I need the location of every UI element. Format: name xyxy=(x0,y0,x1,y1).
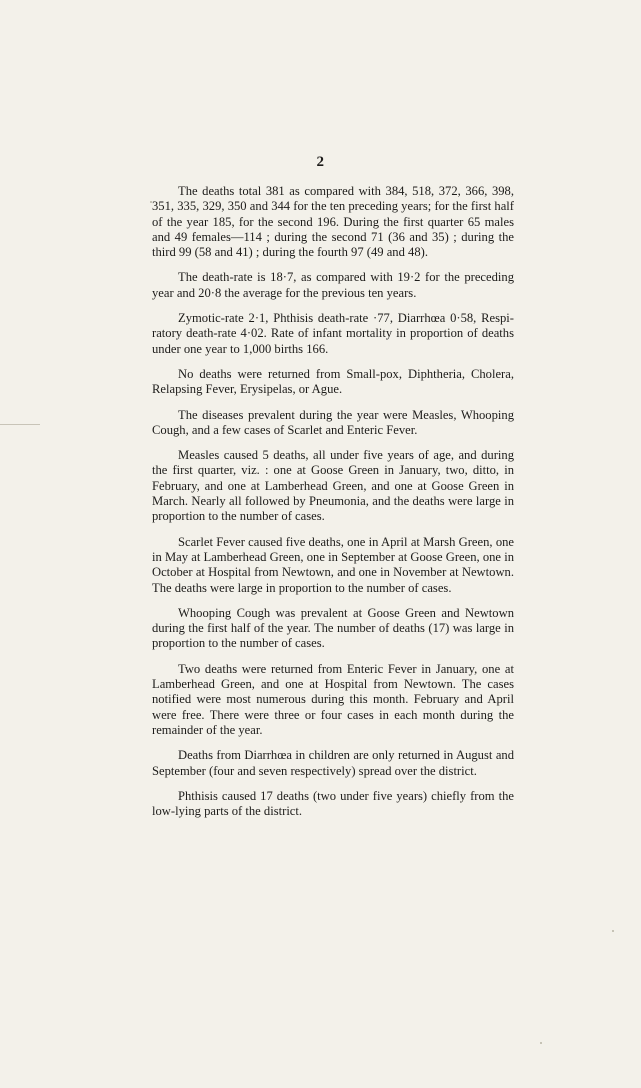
paragraph-prevalent-diseases: The diseases prevalent during the year were Measles, Whooping Cough, and a few cases of Scarlet and Enteric Fever. xyxy=(152,407,514,437)
page-number: 2 xyxy=(316,154,325,170)
report-body xyxy=(152,184,514,829)
paragraph-zymotic-rate: Zymotic-rate 2·1, Phthisis death-rate ·77, Diarrhœa 0·58, Respi-ratory death-rate 4·02. Rate of infant mortality in proportion of deaths under one year to 1,000 births 166. xyxy=(152,311,514,356)
paragraph-deaths-total: The deaths total 381 as compared with 384, 518, 372, 366, 398, 351, 335, 329, 350 and 344 for the ten preceding years; for the first half of the year 185, for the second 196. During the first quarter 65 males and 49 females—114 ; during the second 71 (36 and 35) ; during the third 99 (58 and 41) ; during the fourth 97 (49 and 48). xyxy=(152,184,514,260)
paragraph-scarlet-fever: Scarlet Fever caused five deaths, one in April at Marsh Green, one in May at Lamberhead Green, one in September at Goose Green, one in October at Hospital from Newtown, and one in November at Newtown. The deaths were large in proportion to the number of cases. xyxy=(152,534,514,595)
paragraph-phthisis: Phthisis caused 17 deaths (two under five years) chiefly from the low-lying parts of the district. xyxy=(152,788,514,819)
margin-rule xyxy=(0,424,40,425)
paragraph-enteric-fever: Two deaths were returned from Enteric Fever in January, one at Lamberhead Green, and one at Hospital from Newtown. The cases notified were most numerous during this month. February and April were free. There were three or four cases in each month during the remainder of the year. xyxy=(152,661,514,737)
paragraph-whooping-cough: Whooping Cough was prevalent at Goose Green and Newtown during the first half of the year. The number of deaths (17) was large in proportion to the number of cases. xyxy=(152,605,514,651)
paragraph-no-deaths: No deaths were returned from Small-pox, Diphtheria, Cholera, Relapsing Fever, Erysipelas, or Ague. xyxy=(152,366,514,397)
paragraph-measles: Measles caused 5 deaths, all under five years of age, and during the first quarter, viz. : one at Goose Green in January, two, ditto, in February, and one at Lamberhead Green, and one at Goose Green in March. Nearly all followed by Pneumonia, and the deaths were large in proportion to the number of cases. xyxy=(152,448,514,524)
paragraph-diarrhoea: Deaths from Diarrhœa in children are only returned in August and September (four and seven respectively) spread over the district. xyxy=(152,748,514,778)
ink-speck xyxy=(540,1042,542,1044)
paragraph-death-rate: The death-rate is 18·7, as compared with 19·2 for the preceding year and 20·8 the average for the previous ten years. xyxy=(152,270,514,300)
ink-speck xyxy=(612,930,614,932)
